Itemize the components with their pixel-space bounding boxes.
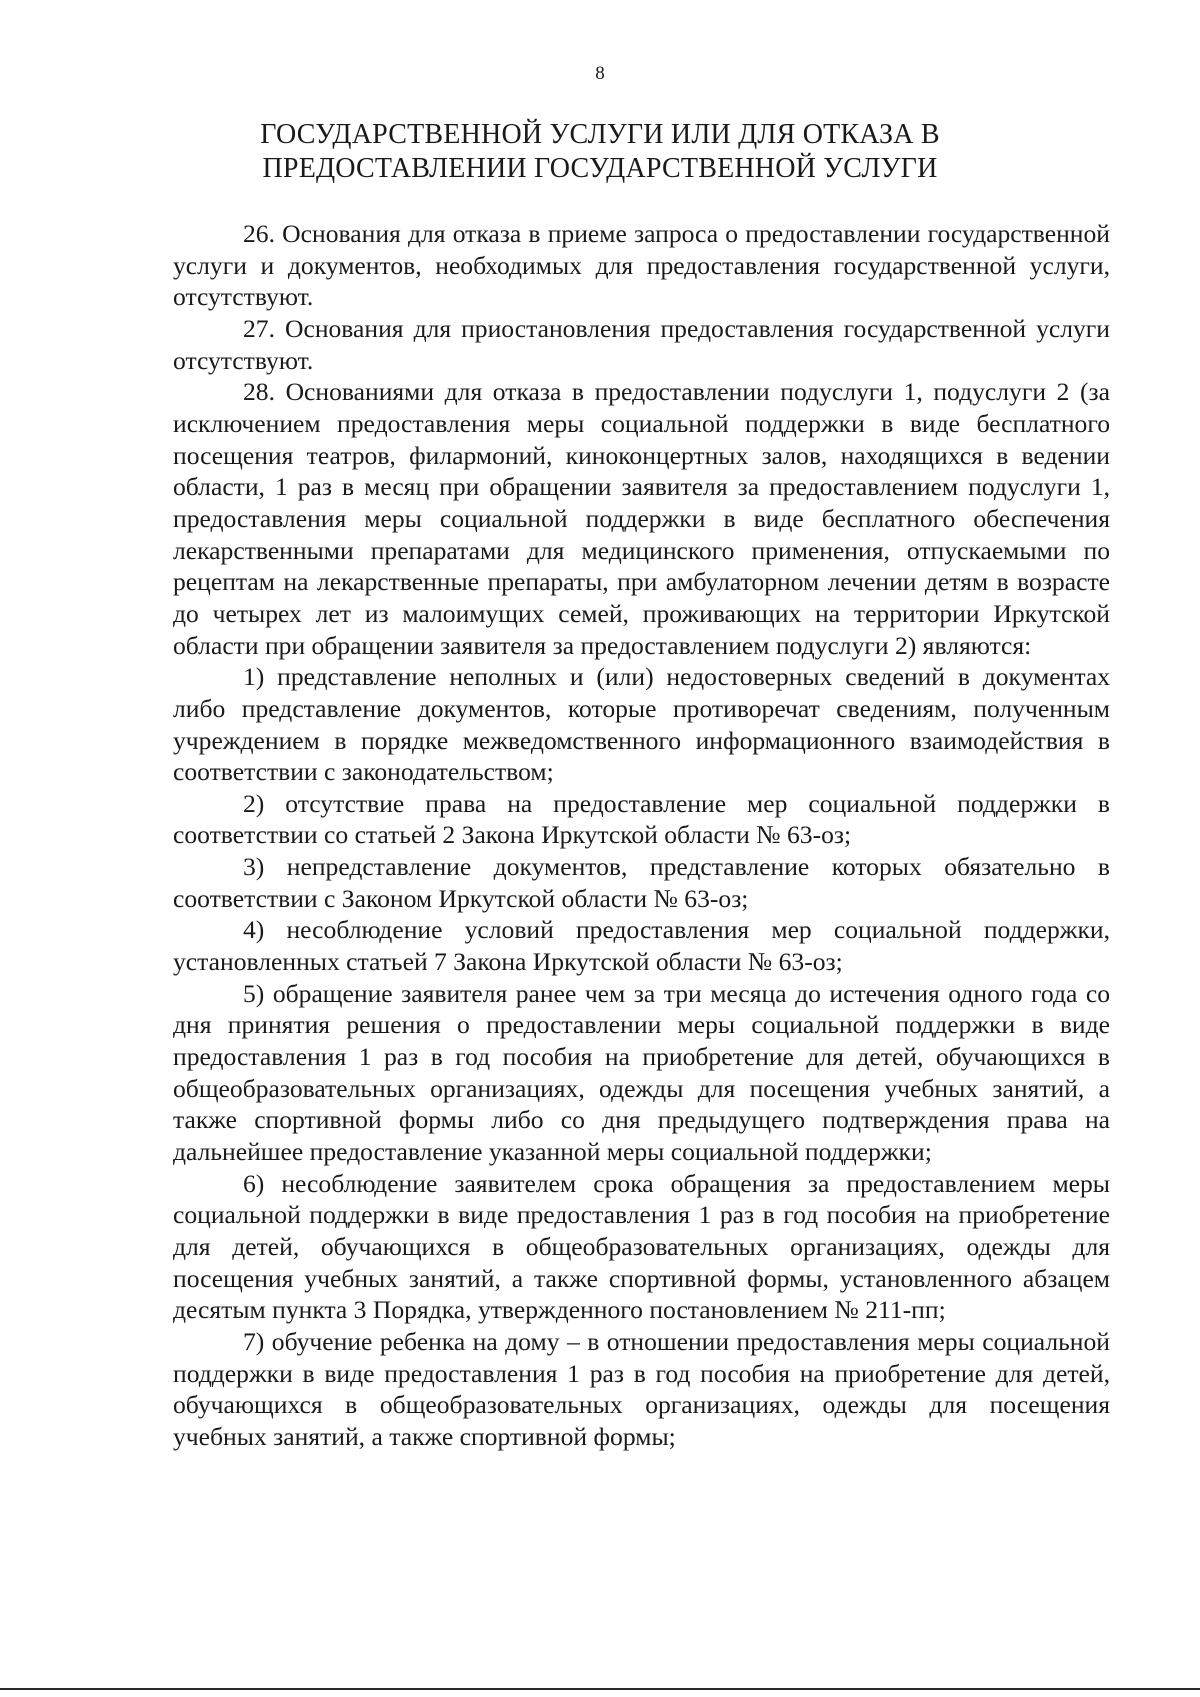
scan-edge-line [0, 1688, 1200, 1690]
section-title [170, 118, 1030, 186]
document-body [173, 218, 1110, 1453]
list-item-1: 1) представление неполных и (или) недостоверных сведений в документах либо представление документов, которые противоречат сведениям, полученным учреждением в порядке межведомственного информационного взаимодействия в соответствии с законодательством; [173, 662, 1110, 787]
list-item-6: 6) несоблюдение заявителем срока обращения за предоставлением меры социальной поддержки в виде предоставления 1 раз в год пособия на приобретение для детей, обучающихся в общеобразовательных организациях, одежды для посещения учебных занятий, а также спортивной формы, установленного абзацем десятым пункта 3 Порядка, утвержденного постановлением № 211-пп; [173, 1168, 1110, 1325]
list-item-3: 3) непредставление документов, представление которых обязательно в соответствии с Законом Иркутской области № 63-оз; [173, 852, 1110, 913]
list-item-2: 2) отсутствие права на предоставление мер социальной поддержки в соответствии со статьей 2 Закона Иркутской области № 63-оз; [173, 788, 1110, 850]
section-title-line-2: ПРЕДОСТАВЛЕНИИ ГОСУДАРСТВЕННОЙ УСЛУГИ [262, 153, 938, 184]
list-item-5: 5) обращение заявителя ранее чем за три месяца до истечения одного года со дня принятия решения о предоставлении меры социальной поддержки в виде предоставления 1 раз в год пособия на приобретение для детей, обучающихся в общеобразовательных организациях, одежды для посещения учебных занятий, а также спортивной формы либо со дня предыдущего подтверждения права на дальнейшее предоставление указанной меры социальной поддержки; [173, 978, 1110, 1167]
page-number: 8 [595, 63, 605, 84]
paragraph-28: 28. Основаниями для отказа в предоставлении подуслуги 1, подуслуги 2 (за исключением предоставления меры социальной поддержки в виде бесплатного посещения театров, филармоний, киноконцертных залов, находящихся в ведении области, 1 раз в месяц при обращении заявителя за предоставлением подуслуги 1, предоставления меры социальной поддержки в виде бесплатного обеспечения лекарственными препаратами для медицинского применения, отпускаемыми по рецептам на лекарственные препараты, при амбулаторном лечении детям в возрасте до четырех лет из малоимущих семей, проживающих на территории Иркутской области при обращении заявителя за предоставлением подуслуги 2) являются: [173, 377, 1110, 660]
list-item-7: 7) обучение ребенка на дому – в отношении предоставления меры социальной поддержки в виде предоставления 1 раз в год пособия на приобретение для детей, обучающихся в общеобразовательных организациях, одежды для посещения учебных занятий, а также спортивной формы; [173, 1326, 1110, 1451]
section-title-line-1: ГОСУДАРСТВЕННОЙ УСЛУГИ ИЛИ ДЛЯ ОТКАЗА В [260, 119, 940, 150]
paragraph-26: 26. Основания для отказа в приеме запроса о предоставлении государственной услуги и документов, необходимых для предоставления государственной услуги, отсутствуют. [173, 219, 1110, 312]
list-item-4: 4) несоблюдение условий предоставления мер социальной поддержки, установленных статьей 7 Закона Иркутской области № 63-оз; [173, 915, 1110, 977]
paragraph-27: 27. Основания для приостановления предоставления государственной услуги отсутствуют. [173, 313, 1110, 375]
